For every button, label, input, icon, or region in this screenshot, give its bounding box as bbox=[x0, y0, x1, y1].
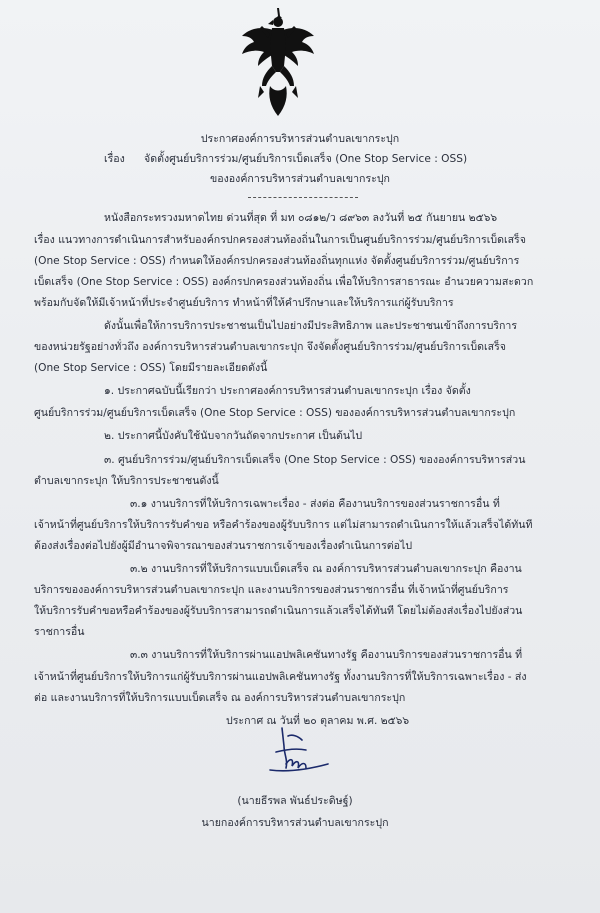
item-3-1-line: เจ้าหน้าที่ศูนย์บริการให้บริการรับคำขอ หรือคำร้องของผู้รับบริการ แต่ไม่สามารถดำเนินการให้แล้วเสร็จได้ทันที bbox=[34, 519, 533, 531]
paragraph-2-line: (One Stop Service : OSS) โดยมีรายละเอียดดังนี้ bbox=[34, 362, 268, 374]
item-1-line: ศูนย์บริการร่วม/ศูนย์บริการเบ็ดเสร็จ (One Stop Service : OSS) ขององค์การบริหารส่วนตำบลเขากระปุก bbox=[34, 407, 516, 419]
subject-text: จัดตั้งศูนย์บริการร่วม/ศูนย์บริการเบ็ดเสร็จ (One Stop Service : OSS) bbox=[144, 153, 468, 165]
item-3-line: ตำบลเขากระปุก ให้บริการประชาชนดังนี้ bbox=[34, 475, 219, 487]
item-3-line: ๓. ศูนย์บริการร่วม/ศูนย์บริการเบ็ดเสร็จ (One Stop Service : OSS) ขององค์การบริหารส่วน bbox=[104, 454, 526, 466]
item-3-3-line: เจ้าหน้าที่ศูนย์บริการให้บริการแก่ผู้รับบริการผ่านแอปพลิเคชันทางรัฐ ทั้งงานบริการที่ให้บริการเฉพาะเรื่อง - ส่ง bbox=[34, 671, 527, 683]
item-2-line: ๒. ประกาศนี้บังคับใช้นับจากวันถัดจากประกาศ เป็นต้นไป bbox=[104, 430, 363, 442]
paragraph-1-line: เบ็ดเสร็จ (One Stop Service : OSS) องค์กรปกครองส่วนท้องถิ่น เพื่อให้บริการสาธารณะ อำนวยความสะดวก bbox=[34, 276, 534, 288]
item-3-3-line: ต่อ และงานบริการที่ให้บริการแบบเบ็ดเสร็จ ณ องค์การบริหารส่วนตำบลเขากระปุก bbox=[34, 692, 406, 704]
separator-line bbox=[248, 197, 358, 198]
item-3-1-line: ๓.๑ งานบริการที่ให้บริการเฉพาะเรื่อง - ส่งต่อ คืองานบริการของส่วนราชการอื่น ที่ bbox=[130, 498, 500, 510]
item-3-3-line: ๓.๓ งานบริการที่ให้บริการผ่านแอปพลิเคชันทางรัฐ คืองานบริการของส่วนราชการอื่น ที่ bbox=[130, 649, 523, 661]
item-3-2-line: ให้บริการรับคำขอหรือคำร้องของผู้รับบริการสามารถดำเนินการแล้วเสร็จได้ทันที โดยไม่ต้องส่งเรื่องไปยังส่วน bbox=[34, 605, 523, 617]
item-3-2-line: ราชการอื่น bbox=[34, 626, 85, 638]
announcement-heading: ประกาศองค์การบริหารส่วนตำบลเขากระปุก bbox=[200, 133, 400, 145]
issuer-line: ขององค์การบริหารส่วนตำบลเขากระปุก bbox=[210, 173, 390, 185]
subject-label: เรื่อง bbox=[104, 153, 125, 165]
paragraph-2-line: ดังนั้นเพื่อให้การบริการประชาชนเป็นไปอย่างมีประสิทธิภาพ และประชาชนเข้าถึงการบริการ bbox=[104, 320, 518, 332]
item-1-line: ๑. ประกาศฉบับนี้เรียกว่า ประกาศองค์การบริหารส่วนตำบลเขากระปุก เรื่อง จัดตั้ง bbox=[104, 385, 471, 397]
handwritten-signature bbox=[262, 724, 332, 776]
item-3-2-line: ๓.๒ งานบริการที่ให้บริการแบบเบ็ดเสร็จ ณ องค์การบริหารส่วนตำบลเขากระปุก คืองาน bbox=[130, 563, 522, 575]
garuda-emblem-icon bbox=[240, 6, 316, 120]
item-3-1-line: ต้องส่งเรื่องต่อไปยังผู้มีอำนาจพิจารณาของส่วนราชการเจ้าของเรื่องดำเนินการต่อไป bbox=[34, 540, 413, 552]
paragraph-1-line: พร้อมกับจัดให้มีเจ้าหน้าที่ประจำศูนย์บริการ ทำหน้าที่ให้คำปรึกษาและให้บริการแก่ผู้รับบริการ bbox=[34, 297, 454, 309]
paragraph-1-line: หนังสือกระทรวงมหาดไทย ด่วนที่สุด ที่ มท ๐๘๑๒/ว ๘๙๖๓ ลงวันที่ ๒๕ กันยายน ๒๕๖๖ bbox=[104, 212, 498, 224]
signer-name: (นายธีรพล พันธ์ประดิษฐ์) bbox=[237, 795, 353, 807]
signer-position: นายกองค์การบริหารส่วนตำบลเขากระปุก bbox=[201, 817, 389, 829]
announcement-date: ประกาศ ณ วันที่ ๒๐ ตุลาคม พ.ศ. ๒๕๖๖ bbox=[226, 715, 410, 727]
paragraph-1-line: เรื่อง แนวทางการดำเนินการสำหรับองค์กรปกครองส่วนท้องถิ่นในการเป็นศูนย์บริการร่วม/ศูนย์บริการเบ็ดเสร็จ bbox=[34, 234, 526, 246]
paragraph-1-line: (One Stop Service : OSS) กำหนดให้องค์กรปกครองส่วนท้องถิ่นทุกแห่ง จัดตั้งศูนย์บริการร่วม/ศูนย์บริการ bbox=[34, 255, 520, 267]
item-3-2-line: บริการขององค์การบริหารส่วนตำบลเขากระปุก และงานบริการของส่วนราชการอื่น ที่เจ้าหน้าที่ศูนย์บริการ bbox=[34, 584, 509, 596]
paragraph-2-line: ของหน่วยรัฐอย่างทั่วถึง องค์การบริหารส่วนตำบลเขากระปุก จึงจัดตั้งศูนย์บริการร่วม/ศูนย์บริการเบ็ดเสร็จ bbox=[34, 341, 506, 353]
